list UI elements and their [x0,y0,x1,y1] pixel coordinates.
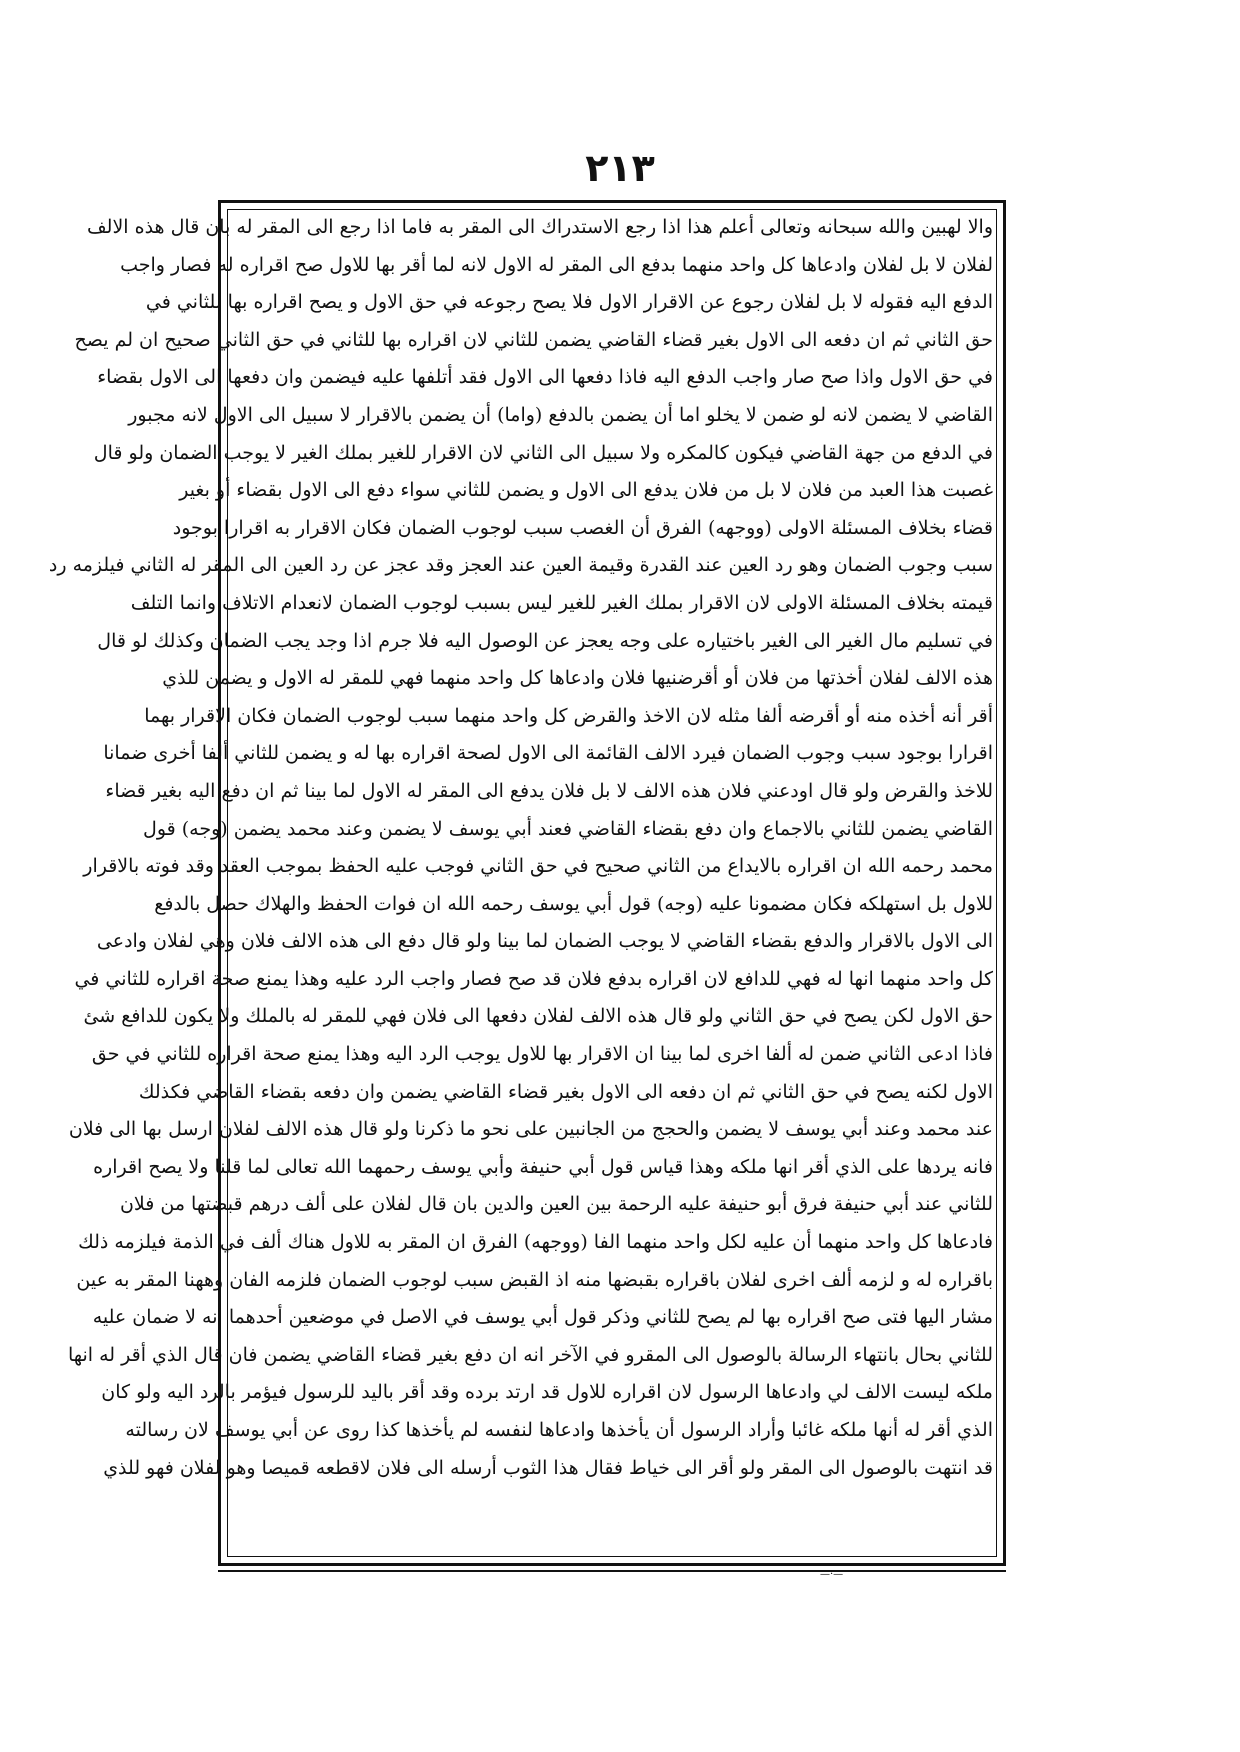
text-line: للاول بل استهلكه فكان مضمونا عليه (وجه) قول أبي يوسف رحمه الله ان فوات الحفظ والهلاك حصل بالدفع [154,892,993,915]
text-line: ملكه ليست الالف لي وادعاها الرسول لان اقراره للاول قد ارتد برده وقد أقر باليد للرسول فيؤمر بالرد اليه ولو كان [101,1381,993,1404]
text-line: فادعاها كل واحد منهما أن عليه لكل واحد منهما الفا (ووجهه) الفرق ان المقر به للاول هناك ألف في الذمة فيلزمه ذلك [78,1231,993,1254]
text-line: في تسليم مال الغير الى الغير باختياره على وجه يعجز عن الوصول اليه فلا جرم اذا وجد يجب الضمان وكذلك لو قال [97,629,993,652]
text-line: القاضي لا يضمن لانه لو ضمن لا يخلو اما أن يضمن بالدفع (واما) أن يضمن بالاقرار لا سبيل الى الاول لانه مجبور [128,403,993,426]
text-line: محمد رحمه الله ان اقراره بالايداع من الثاني صحيح في حق الثاني فوجب عليه الحفظ بموجب العقد وقد فوته بالاقرار [83,855,993,878]
footer-mark: —·— [820,1569,844,1580]
text-line: قضاء بخلاف المسئلة الاولى (ووجهه) الفرق أن الغصب سبب لوجوب الضمان فكان الاقرار به اقرارا بوجود [172,516,993,539]
text-line: في حق الاول واذا صح صار واجب الدفع اليه فاذا دفعها الى الاول فقد أتلفها عليه فيضمن وان دفعها الى الاول بقضاء [97,366,993,389]
page-number: ٢١٣ [585,146,655,190]
text-line: في الدفع من جهة القاضي فيكون كالمكره ولا سبيل الى الثاني لان الاقرار للغير بملك الغير لا يوجب الضمان ولو قال [93,441,993,464]
page-frame [48,200,1006,1566]
text-line: فانه يردها على الذي أقر انها ملكه وهذا قياس قول أبي حنيفة وأبي يوسف رحمهما الله تعالى لما قلنا ولا يصح اقراره [93,1155,993,1178]
text-line: مشار اليها فتى صح اقراره بها لم يصح للثاني وذكر قول أبي يوسف في الاصل في موضعين أحدهما انه لا ضمان عليه [92,1306,993,1329]
text-line: فاذا ادعى الثاني ضمن له ألفا اخرى لما بينا ان الاقرار بها للاول يوجب الرد اليه وهذا يمنع صحة اقراره للثاني في حق [91,1043,993,1066]
text-line: الاول لكنه يصح في حق الثاني ثم ان دفعه الى الاول بغير قضاء القاضي يضمن وان دفعه بقضاء القاضي فكذلك [138,1080,993,1103]
text-line: أقر أنه أخذه منه أو أقرضه ألفا مثله لان الاخذ والقرض كل واحد منهما سبب لوجوب الضمان فكان الاقرار بهما [144,704,993,727]
text-body [48,209,993,1557]
bottom-rule [218,1570,1006,1572]
text-line: القاضي يضمن للثاني بالاجماع وان دفع بقضاء القاضي فعند أبي يوسف لا يضمن وعند محمد يضمن (وجه) قول [143,817,993,840]
text-line: حق الثاني ثم ان دفعه الى الاول بغير قضاء القاضي يضمن للثاني لان اقراره بها للثاني في حق الثاني صحيح ان لم يصح [74,328,993,351]
text-line: الذي أقر له أنها ملكه غائبا وأراد الرسول أن يأخذها وادعاها لنفسه لم يأخذها كذا روى عن أبي يوسف لان رسالته [125,1419,993,1441]
text-line: لفلان لا بل لفلان وادعاها كل واحد منهما بدفع الى المقر له الاول لانه لما أقر بها للاول صح اقراره له فصار واجب [120,253,993,276]
text-line: اقرارا بوجود سبب وجوب الضمان فيرد الالف القائمة الى الاول لصحة اقراره بها له و يضمن للثاني ألفا أخرى ضمانا [103,742,993,765]
text-line: غصبت هذا العبد من فلان لا بل من فلان يدفع الى الاول و يضمن للثاني سواء دفع الى الاول بقضاء أو بغير [179,479,993,502]
text-line: والا لهبين والله سبحانه وتعالى أعلم هذا اذا رجع الاستدراك الى المقر به فاما اذا رجع الى المقر له بان قال هذه الالف [87,216,993,238]
text-line: للاخذ والقرض ولو قال اودعني فلان هذه الالف لا بل فلان يدفع الى المقر له الاول لما بينا ثم ان دفع اليه بغير قضاء [105,779,993,802]
text-line: عند محمد وعند أبي يوسف لا يضمن والحجج من الجانبين على نحو ما ذكرنا ولو قال هذه الالف لفلان ارسل بها الى فلان [68,1118,993,1141]
text-line: للثاني عند أبي حنيفة فرق أبو حنيفة عليه الرحمة بين العين والدين بان قال لفلان على ألف درهم قبضتها من فلان [119,1193,993,1216]
text-line: سبب وجوب الضمان وهو رد العين عند القدرة وقيمة العين عند العجز وقد عجز عن رد العين الى المقر له الثاني فيلزمه رد [48,554,993,577]
text-line: قيمته بخلاف المسئلة الاولى لان الاقرار بملك الغير للغير ليس بسبب لوجوب الضمان لانعدام الاتلاف وانما التلف [130,591,993,614]
text-line: للثاني بحال بانتهاء الرسالة بالوصول الى المقرو في الآخر انه ان دفع بغير قضاء القاضي يضمن فان قال الذي أقر له انها [67,1343,993,1366]
text-line: حق الاول لكن يصح في حق الثاني ولو قال هذه الالف لفلان دفعها الى فلان فهي للمقر له بالملك ولا يكون للدافع شئ [83,1005,993,1028]
text-line: هذه الالف لفلان أخذتها من فلان أو أقرضنيها فلان وادعاها كل واحد منهما فهي للمقر له الاول و يضمن للذي [162,667,993,690]
text-line: الى الاول بالاقرار والدفع بقضاء القاضي لا يوجب الضمان لما بينا ولو قال دفع الى هذه الالف فلان وهي لفلان وادعى [96,930,993,953]
text-line: الدفع اليه فقوله لا بل لفلان رجوع عن الاقرار الاول فلا يصح رجوعه في حق الاول و يصح اقراره بها للثاني في [145,291,993,314]
text-line: باقراره له و لزمه ألف اخرى لفلان باقراره بقبضها منه اذ القبض سبب لوجوب الضمان فلزمه الفان وههنا المقر به عين [76,1268,993,1291]
text-line: قد انتهت بالوصول الى المقر ولو أقر الى خياط فقال هذا الثوب أرسله الى فلان لاقطعه قميصا وهو لفلان فهو للذي [103,1456,993,1479]
text-line: كل واحد منهما انها له فهي للدافع لان اقراره بدفع فلان قد صح فصار واجب الرد عليه وهذا يمنع صحة اقراره للثاني في [74,967,993,990]
